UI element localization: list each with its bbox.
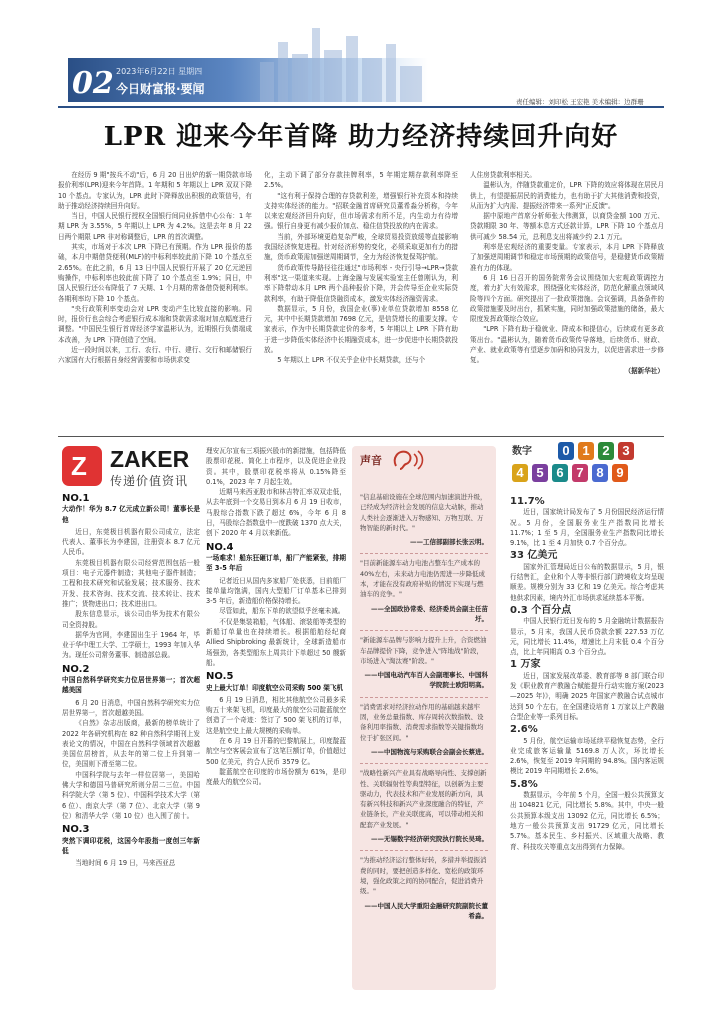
quote-text: "目前新能源车动力电池占整车生产成本的40%左右，未来动力电池仍需进一步降低成本，才能在没有政府补贴的情况下实现与燃油车的竞争。" <box>360 559 485 599</box>
paragraph: 据中原地产首席分析师张大伟测算，以商贷金额 100 万元、贷款期限 30 年、等额本息方式还款计算，LPR 下降 10 个基点月供可减少 58.54 元，总利息支出将减少约 2.1 万元。 <box>470 212 664 241</box>
quote-item <box>360 855 488 921</box>
news-item <box>62 825 200 868</box>
paragraph: 东莞极目机器有限公司经营范围包括一般项目：电子元器件制造；其他电子器件制造；工程和技术研究和试验发展；技术服务、技术开发、技术咨询、技术交流、技术转让、技术推广；货物进出口；技术进出口。 <box>62 558 200 608</box>
paragraph: "这有利于保持合理的存贷款利差，增强银行补充资本和持续支持实体经济的能力。"招联金融首席研究员董希淼分析称，今年以来宏观经济回升向好，但市场需求有所不足，内生动力有待增强。银行自身更有减少报价加点、稳住信贷投放的内在需求。 <box>264 191 458 231</box>
skyline-illustration <box>250 24 430 102</box>
digit-tile: 7 <box>572 464 588 482</box>
quote-source: ——全国政协常委、经济委员会副主任苗圩。 <box>371 604 488 623</box>
paragraph: 当地时间 6 月 19 日，马来西亚总 <box>75 859 176 868</box>
stat-figure: 5.8% <box>510 778 538 790</box>
paragraph: 人住房贷款利率相关。 <box>470 171 536 179</box>
voices-heading: 声音 <box>360 454 382 467</box>
news-item <box>62 494 200 661</box>
quote-item <box>360 558 488 624</box>
news-column-2 <box>206 446 346 990</box>
digit-tile: 5 <box>532 464 548 482</box>
digit-tile: 1 <box>578 442 594 460</box>
stat-text: 近日，国家发展改革委、教育部等 8 部门联合印发《职业教育产教融合赋能提升行动实施方案(2023—2025 年)》，明确 2025 年国家产教融合试点城市达到 50 个左右，在全国建设培育 1 万家以上产教融合型企业等一系列目标。 <box>510 671 664 721</box>
paragraph: 近一段时间以来，工行、农行、中行、建行、交行和邮储银行六家国有大行根据自身经营需要和市场供求变 <box>58 346 252 365</box>
stat-figure: 1 万家 <box>510 659 541 671</box>
paragraph: 化，主动下调了部分存款挂牌利率，5 年期定期存款利率降至 2.5%。 <box>264 171 458 190</box>
paragraph: 6 月 16 日召开的国务院常务会议围绕加大宏观政策调控力度，着力扩大有效需求，围绕强化实体经济，防范化解重点领域风险等四个方面。研究提出了一批政策措施。会议强调，具备条件的政策措施要及时出台，抓紧实施，同时加强政策措施的储备，最大限度发挥政策综合效应。 <box>470 273 664 324</box>
voices-list <box>360 492 488 927</box>
stat-text: 中国人民银行近日发布的 5 月金融统计数据报告显示，5 月末，我国人民币贷款余额 227.53 万亿元，同比增长 11.4%，增速比上月末低 0.4 个百分点，比上年同期高 0.3 个百分点。 <box>510 617 664 657</box>
news-number: NO.3 <box>62 824 90 836</box>
news-number: NO.4 <box>206 541 234 553</box>
news-item <box>62 665 200 821</box>
paragraph: 利率是宏观经济的重要变量。专家表示，本月 LPR 下降释放了加强逆周期调节和稳定市场预期的政策信号，是稳健货币政策精准有力的体现。 <box>470 243 664 272</box>
news-column-1 <box>62 490 200 990</box>
lead-article-column-2 <box>264 170 458 432</box>
paragraph: 记者近日从国内多家船厂处获悉，目前船厂接单量均饱满，国内大型船厂订单基本已排到 3-5 年后，新造船价格保持增长。 <box>206 576 346 606</box>
stat-item <box>510 780 664 852</box>
quote-text: "为推动经济运行整体好转，多措并举提振消费的同时，要把创造多样化、宽松的政策环境，强化政策之间的协同配合，促进消费升级。" <box>360 856 487 896</box>
quote-source: ——中国人民大学重阳金融研究院副院长董希淼。 <box>364 901 488 920</box>
quote-source: ——中国物流与采购联合会副会长蔡进。 <box>371 747 488 756</box>
paragraph: 当日，中国人民银行授权全国银行间同业拆借中心公布：1 年期 LPR 为 3.55%，5 年期以上 LPR 为 4.2%。这是去年 8 月 22 日两个期限 LPR 非对称调整后，LPR 的首次调整。 <box>58 212 252 241</box>
news-title: 大动作！华为 8.7 亿元成立新公司！董事长是他 <box>62 505 200 524</box>
lead-article-column-1 <box>58 170 252 432</box>
digits-header <box>510 440 664 490</box>
ear-icon <box>390 448 426 472</box>
lead-article <box>58 170 664 432</box>
paragraph: 货币政策传导路径往往通过"市场利率 - 央行引导→LPR→贷款利率"这一渠道来实现。上海金融与发展实验室主任曾刚认为，利率下降带动本月 LPR 两个品种报价下降，并会传导至企业实际贷款利率，有助于降低信贷融资成本，激发实体经济融资需求。 <box>264 263 458 303</box>
quote-text: "新能源车品牌与影响力提升上升，合资燃油车品牌提价下降，竞争进入"阵地战"阶段，市场进入"淘汰赛"阶段。" <box>360 636 487 665</box>
news-title: 突然下调印花税，这国今年股指一度创三年新低 <box>62 836 200 855</box>
page-headline: LPR 迎来今年首降 助力经济持续回升向好 <box>103 122 619 152</box>
paragraph: "央行政策利率变动会对 LPR 变动产生比较直接的影响。同时，报价行也会综合考虑银行成本端和贷款需求端对加点幅度进行调整。"中国民生银行首席经济学家温彬认为，近期银行负债端成本改善，为 LPR 下降创造了空间。 <box>58 304 252 344</box>
news-number: NO.5 <box>206 671 234 683</box>
stat-text: 5 月份，航空运输市场延续平稳恢复态势，全行业完成旅客运输量 5169.8 万人次，环比增长 2.6%，恢复至 2019 年同期的 94.8%。国内客运规模比 2019 年同期增长 2.6%。 <box>510 736 664 776</box>
zaker-logo-icon: Z <box>62 446 102 486</box>
news-item <box>206 672 346 787</box>
stat-figure: 33 亿美元 <box>510 550 558 562</box>
paragraph: 近日，东莞极目机器有限公司成立，法定代表人、董事长为李建国，注册资本 8.7 亿元人民币。 <box>62 527 200 557</box>
quote-source: ——中国电动汽车百人会副理事长、中国科学院院士欧阳明高。 <box>364 671 488 690</box>
stat-item <box>510 725 664 776</box>
paragraph: 温彬认为，伴随贷款重定价，LPR 下降的效应将体现在居民月供上，有望提振居民的消费能力，也有助于扩大其他消费和投资，从而为扩大内需、提振经济带来一系列"正反馈"。 <box>470 181 664 210</box>
stat-text: 近日，国家统计局发布了 5 月份国民经济运行情况。5 月份，全国服务业生产指数同比增长 11.7%；1 至 5 月，全国服务业生产指数同比增长 9.1%，比 1 至 4 月加快 0.7 个百分点。 <box>510 508 664 548</box>
news-title: 中国自然科学研究实力位居世界第一；首次超越美国 <box>62 676 200 695</box>
editor-credits: 责任编辑：刘印松 王宏艳 美术编辑：边群珊 <box>516 98 644 106</box>
lead-article-column-3 <box>470 170 664 432</box>
paragraph: 股东信息显示，该公司由华为技术有限公司全资持股。 <box>62 610 200 629</box>
digit-tile: 2 <box>598 442 614 460</box>
news-number: NO.2 <box>62 663 90 675</box>
paragraph: 当前，外部环境更趋复杂严峻，全球贸易投资放缓等直接影响我国经济恢复进程。针对经济形势的变化，必须采取更加有力的措施，货币政策需加强逆周期调节，全力为经济恢复保驾护航。 <box>264 232 458 262</box>
stat-figure: 11.7% <box>510 496 545 507</box>
stat-text: 国家外汇管理局近日公布的数据显示，5 月，银行结售汇，企业和个人等非银行部门跨境收支均呈现顺差。规模分别为 33 亿和 19 亿美元。综合考虑其他供求因素，境内外汇市场供求延续基本平衡。 <box>510 562 664 602</box>
section-divider <box>58 436 664 437</box>
news-item <box>206 446 346 539</box>
paragraph: 尽管如此，船东下单的欲望似乎丝毫未减。 <box>219 607 345 616</box>
paragraph: 不仅是集装箱船，气体船、滚装船等类型的新船订单量也在持续增长。根据船舶经纪商 Allied Shipbroking 最新统计，全球新造船市场强劲，各类型船东上周共计下单超过 50 艘新船。 <box>206 617 346 667</box>
stat-text: 数据显示，今年前 5 个月，全国一般公共预算支出 104821 亿元，同比增长 5.8%。其中，中央一般公共预算本级支出 13092 亿元，同比增长 6.5%；地方一般公共预算支出 91729 亿元，同比增长 5.7%。基本民生、乡村振兴、区域重大战略、教育、科技攻关等重点支出得到有力保障。 <box>510 791 664 851</box>
digit-tile: 4 <box>512 464 528 482</box>
voices-panel <box>352 446 496 990</box>
paragraph: 靛蓝航空在印度的市场份额为 61%，是印度最大的航空公司。 <box>206 767 346 787</box>
news-number: NO.1 <box>62 493 90 504</box>
digit-tile: 8 <box>592 464 608 482</box>
issue-date: 2023年6月22日 星期四 <box>116 67 203 76</box>
quote-text: "信息基础设施在全球范围内加速演进升级，已经成为经济社会发展的信息大动脉，推动人类社会逐渐进入万物感知、万物互联、万物智能的新时代。" <box>360 493 487 532</box>
paragraph: 6 月 19 日消息，相比其他航空公司最多采购五十来架飞机，印度最大的航空公司靛蓝航空创造了一个奇迹：签订了 500 架飞机的订单，这是航空史上最大规模的采购单。 <box>206 695 346 735</box>
stat-figure: 2.6% <box>510 724 538 736</box>
quote-item <box>360 768 488 844</box>
paragraph: 理安瓦尔宣布三项振兴股市的新措施，包括降低股票印花税、简化上市程序，以及促进企业投资。其中，股票印花税率将从 0.15%降至 0.1%，2023 年 7 月起生效。 <box>206 447 346 486</box>
page-number: 02 <box>72 66 114 101</box>
quote-separator <box>360 763 488 764</box>
zaker-wordmark: ZAKER <box>110 446 190 472</box>
paragraph: 其实，市场对于本次 LPR 下降已有预期。作为 LPR 报价的基础，本月中期借贷便利(MLF)的中标利率较此前下降 10 个基点至 2.65%。在此之前，6 月 13 日中国人民银行开展了 20 亿元逆回购操作，中标利率也较此前下降了 10 个基点至 1.9%；同日，中国人民银行还公布降低了 7 天期、1 个月期的常备借贷便利利率。各期利率均下降 10 个基点。 <box>58 243 252 303</box>
digit-tile: 9 <box>612 464 628 482</box>
paragraph: 近期马来西亚股市和林吉特汇率双双走低，从去年底到一个交易日到本月 6 月 19 日收市，马股综合指数下跌了超过 6%，今年 6 月 8 日，马股综合指数盘中一度跌破 1370 点大关，创下 2020 年 4 月以来新低。 <box>206 488 346 538</box>
quote-source: ——无锡数字经济研究院执行院长吴琦。 <box>371 835 488 844</box>
stat-item <box>510 606 664 657</box>
quote-separator <box>360 630 488 631</box>
paragraph: 数据显示，5 月份，我国企业(事)业单位贷款增加 8558 亿元，其中中长期贷款增加 7698 亿元，是信贷增长的重要支撑。专家表示，作为中长期贷款定价的参考，5 年期以上 LPR 下降有助于进一步降低实体经济中长期融资成本，进一步促进中长期贷款投放。 <box>264 304 458 355</box>
paragraph: 中国科学院与去年一样位居第一，美国哈佛大学和德国马普研究所则分居二三位。中国科学院大学（第 5 位）、中国科学技术大学（第 6 位）、南京大学（第 7 位）、北京大学（第 9 位）和清华大学（第 10 位）也入围了前十。 <box>62 770 200 820</box>
masthead <box>0 0 720 108</box>
paragraph: 据华为官网，李建国出生于 1964 年，毕业于华中理工大学、工学硕士，1993 年加入华为。现任公司常务董事、制造部总裁。 <box>62 630 200 660</box>
zaker-slogan: 传递价值资讯 <box>110 474 189 488</box>
quote-item <box>360 702 488 757</box>
quote-separator <box>360 697 488 698</box>
news-title: 一场难求！船东狂砸订单，船厂产能紧张，排期至 3-5 年后 <box>206 553 346 573</box>
stat-figure: 0.3 个百分点 <box>510 604 572 616</box>
quote-text: "战略性新兴产业具有战略导向性、支撑创新性、关联辐射性等典型特征，以创新为主要驱动力，代表技术和产业发展的新方向，具有新兴科技和新兴产业深度融合的特征，产业链条长，产业关联度高，可以带动相关和配套产业发展。" <box>360 769 487 829</box>
paragraph: "LPR 下降有助于稳就业、降成本和提信心，后续或有更多政策出台。"温彬认为，随着货币政策传导落地，后续货币、财政、产业、就业政策等有望逐步加码和协同发力，以促进需求进一步修复。 <box>470 325 664 365</box>
stat-item <box>510 497 664 548</box>
digits-label: 数字 <box>512 446 532 457</box>
quote-item <box>360 492 488 547</box>
section-title: 今日财富报·要闻 <box>116 82 205 96</box>
digit-tile: 3 <box>618 442 634 460</box>
paragraph: 在经历 9 期"按兵不动"后，6 月 20 日出炉的新一期贷款市场报价利率(LPR)迎来今年首降。1 年期和 5 年期以上 LPR 双双下降 10 个基点。专家认为，LPR 此时下降释放出积极的政策信号，有助于推动经济持续回升向好。 <box>58 171 252 210</box>
news-title: 史上最大订单！印度航空公司采购 500 架飞机 <box>206 683 344 692</box>
stat-item <box>510 660 664 722</box>
quote-text: "消费需求对经济拉动作用的基础越来越牢固，业务总量指数、库存周转次数指数、设备利用率指数、消费需求指数等关键指数均位于扩张区间。" <box>360 702 484 742</box>
paragraph: 《自然》杂志出版商，最新的榜单统计了 2022 年各研究机构在 82 种自然科学期刊上发表论文的情况，中国在自然科学领域首次超越美国位居榜首，从去年的第二位上升到第一位，美国则下滑至第二位。 <box>62 719 200 769</box>
masthead-rule <box>58 106 664 108</box>
paragraph: 6 月 20 日消息，中国自然科学研究实力位居世界第一，首次超越美国。 <box>62 698 200 717</box>
paragraph: 在 6 月 19 日开幕的巴黎航展上，印度靛蓝航空与空客展会宣布了这笔巨额订单，价值超过 500 亿美元，约合人民币 3579 亿。 <box>206 737 346 766</box>
quote-separator <box>360 850 488 851</box>
paragraph: 5 年期以上 LPR 不仅关乎企业中长期贷款，还与个 <box>277 356 426 365</box>
stats-column <box>510 494 664 994</box>
digit-tile: 6 <box>552 464 568 482</box>
digit-tile: 0 <box>558 442 574 460</box>
quote-source: ——工信部副部长张云明。 <box>410 538 488 547</box>
quote-item <box>360 635 488 690</box>
article-source: （据新华社） <box>624 366 664 375</box>
stat-item <box>510 551 664 602</box>
news-item <box>206 543 346 669</box>
quote-separator <box>360 553 488 554</box>
